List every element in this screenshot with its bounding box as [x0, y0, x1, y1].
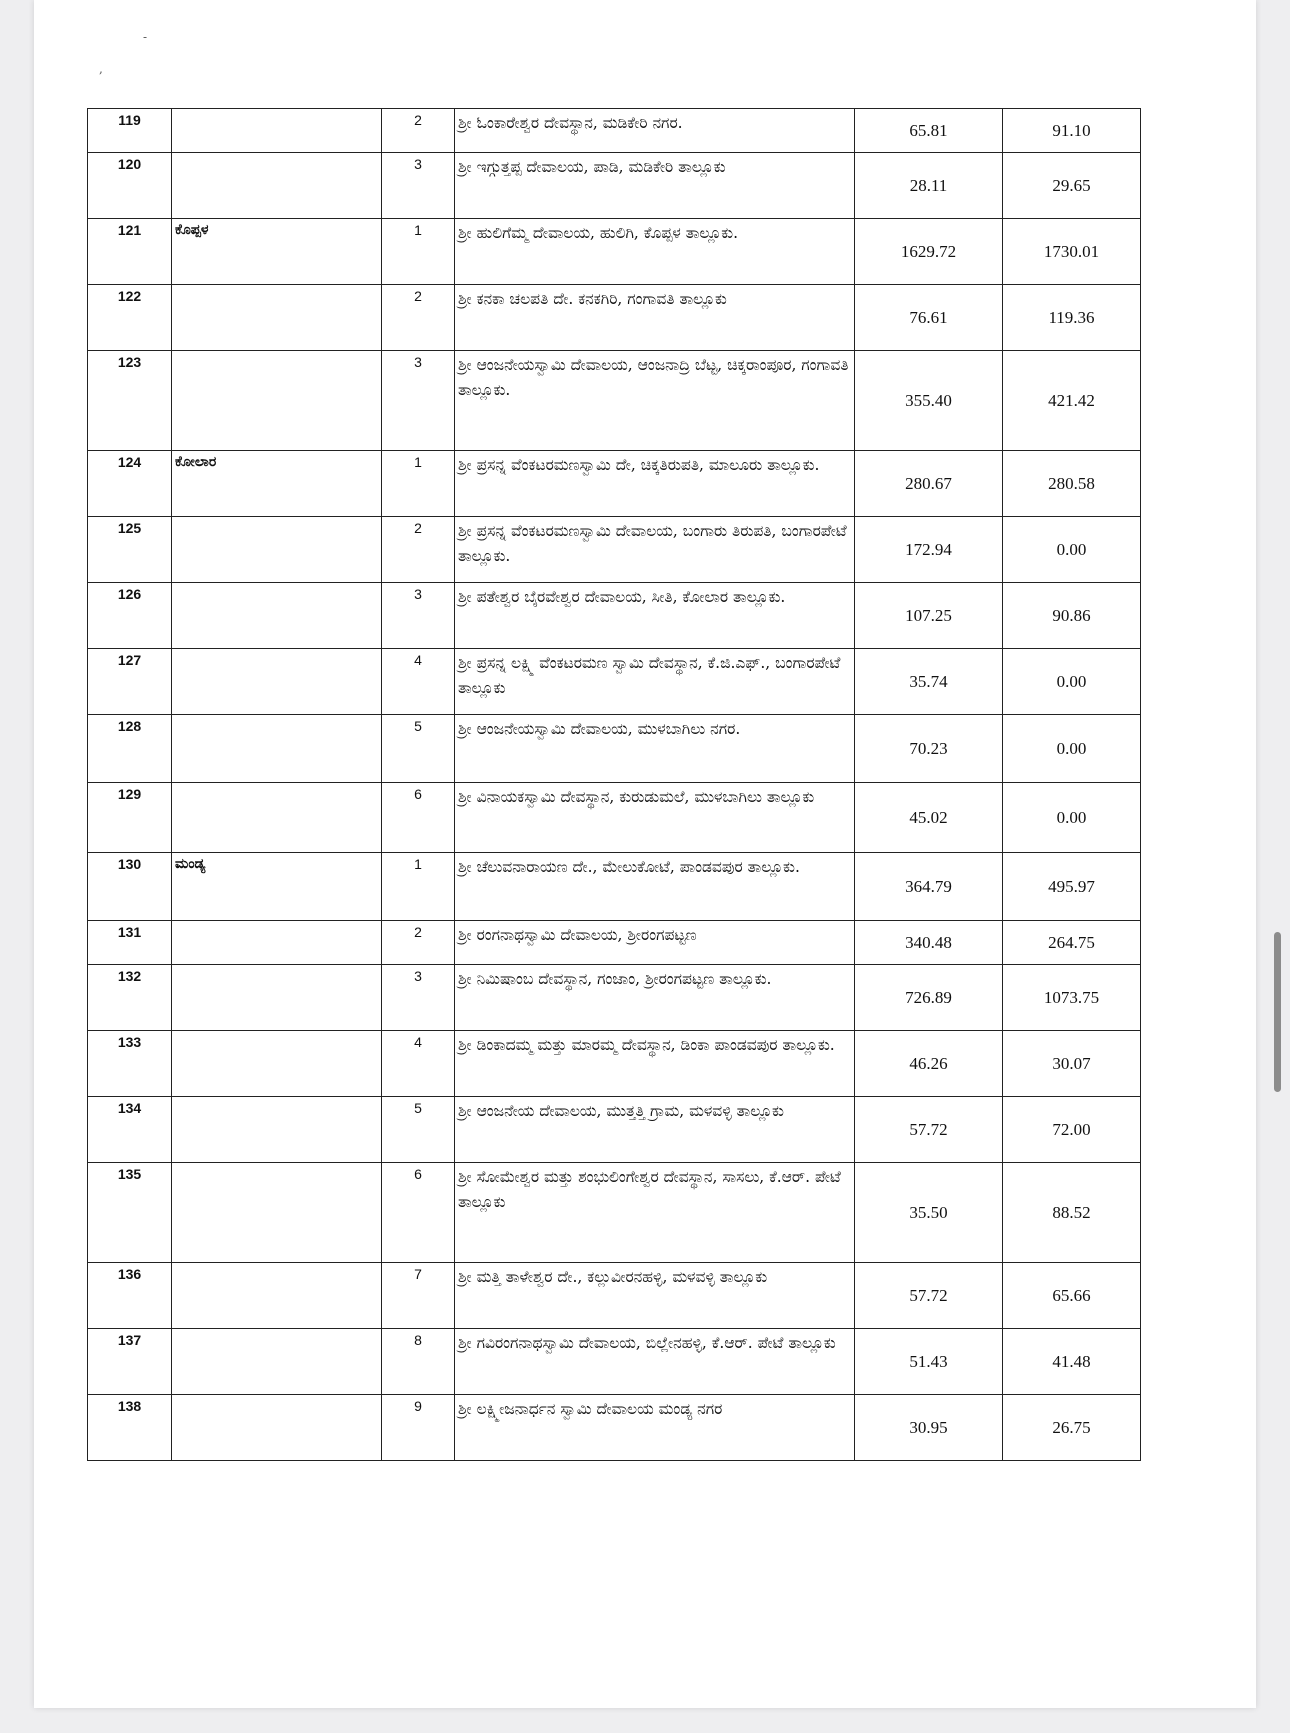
amount-cell-1: 28.11 [855, 153, 1003, 219]
amount-cell-1: 35.74 [855, 649, 1003, 715]
serial-number-cell: 135 [88, 1163, 172, 1263]
table-row [88, 783, 1141, 853]
district-index-cell: 2 [382, 285, 455, 351]
table-row [88, 451, 1141, 517]
district-cell [172, 1395, 382, 1461]
amount-cell-1: 280.67 [855, 451, 1003, 517]
district-cell [172, 649, 382, 715]
district-index-cell: 1 [382, 451, 455, 517]
amount-cell-1: 1629.72 [855, 219, 1003, 285]
district-cell [172, 153, 382, 219]
temple-name-cell: ಶ್ರೀ ಕನಕಾ ಚಲಪತಿ ದೇ. ಕನಕಗಿರಿ, ಗಂಗಾವತಿ ತಾಲ್ಲೂಕು [455, 285, 855, 351]
district-cell [172, 285, 382, 351]
district-index-cell: 3 [382, 965, 455, 1031]
table-row [88, 965, 1141, 1031]
table-row [88, 1163, 1141, 1263]
serial-number-cell: 130 [88, 853, 172, 921]
temple-name-cell: ಶ್ರೀ ವಿನಾಯಕಸ್ವಾಮಿ ದೇವಸ್ಥಾನ, ಕುರುಡುಮಲೆ, ಮುಳಬಾಗಿಲು ತಾಲ್ಲೂಕು [455, 783, 855, 853]
district-index-cell: 3 [382, 153, 455, 219]
amount-cell-1: 70.23 [855, 715, 1003, 783]
table-row [88, 583, 1141, 649]
amount-cell-2: 1730.01 [1003, 219, 1141, 285]
district-cell [172, 1263, 382, 1329]
serial-number-cell: 125 [88, 517, 172, 583]
table-row [88, 921, 1141, 965]
serial-number-cell: 137 [88, 1329, 172, 1395]
amount-cell-2: 0.00 [1003, 715, 1141, 783]
district-index-cell: 2 [382, 517, 455, 583]
temple-name-cell: ಶ್ರೀ ಮತ್ತಿ ತಾಳೇಶ್ವರ ದೇ., ಕಲ್ಲುವೀರನಹಳ್ಳಿ, ಮಳವಳ್ಳಿ ತಾಲ್ಲೂಕು [455, 1263, 855, 1329]
amount-cell-2: 72.00 [1003, 1097, 1141, 1163]
serial-number-cell: 128 [88, 715, 172, 783]
table-row [88, 853, 1141, 921]
district-index-cell: 3 [382, 351, 455, 451]
amount-cell-2: 421.42 [1003, 351, 1141, 451]
district-cell [172, 965, 382, 1031]
district-cell: ಮಂಡ್ಯ [172, 853, 382, 921]
temple-name-cell: ಶ್ರೀ ಹುಲಿಗೆಮ್ಮ ದೇವಾಲಯ, ಹುಲಿಗಿ, ಕೊಪ್ಪಳ ತಾಲ್ಲೂಕು. [455, 219, 855, 285]
temple-name-cell: ಶ್ರೀ ಪತೇಶ್ವರ ಬೈರವೇಶ್ವರ ದೇವಾಲಯ, ಸೀತಿ, ಕೋಲಾರ ತಾಲ್ಲೂಕು. [455, 583, 855, 649]
temple-name-cell: ಶ್ರೀ ಆಂಜನೇಯ ದೇವಾಲಯ, ಮುತ್ತತ್ತಿ ಗ್ರಾಮ, ಮಳವಳ್ಳಿ ತಾಲ್ಲೂಕು [455, 1097, 855, 1163]
amount-cell-1: 172.94 [855, 517, 1003, 583]
district-cell [172, 783, 382, 853]
scan-mark: , [99, 62, 103, 76]
amount-cell-1: 65.81 [855, 109, 1003, 153]
temple-name-cell: ಶ್ರೀ ಇಗ್ಗುತ್ತಪ್ಪ ದೇವಾಲಯ, ಪಾಡಿ, ಮಡಿಕೇರಿ ತಾಲ್ಲೂಕು [455, 153, 855, 219]
amount-cell-1: 46.26 [855, 1031, 1003, 1097]
district-cell: ಕೊಪ್ಪಳ [172, 219, 382, 285]
amount-cell-2: 119.36 [1003, 285, 1141, 351]
table-row [88, 715, 1141, 783]
district-index-cell: 5 [382, 1097, 455, 1163]
serial-number-cell: 122 [88, 285, 172, 351]
district-cell [172, 1329, 382, 1395]
district-index-cell: 1 [382, 219, 455, 285]
table-body [88, 109, 1141, 1461]
amount-cell-1: 45.02 [855, 783, 1003, 853]
district-index-cell: 2 [382, 921, 455, 965]
district-cell [172, 1031, 382, 1097]
district-cell: ಕೋಲಾರ [172, 451, 382, 517]
serial-number-cell: 138 [88, 1395, 172, 1461]
table-row [88, 1097, 1141, 1163]
district-index-cell: 1 [382, 853, 455, 921]
amount-cell-1: 30.95 [855, 1395, 1003, 1461]
temple-name-cell: ಶ್ರೀ ಪ್ರಸನ್ನ ವೆಂಕಟರಮಣಸ್ವಾಮಿ ದೇವಾಲಯ, ಬಂಗಾರು ತಿರುಪತಿ, ಬಂಗಾರಪೇಟೆ ತಾಲ್ಲೂಕು. [455, 517, 855, 583]
serial-number-cell: 136 [88, 1263, 172, 1329]
district-index-cell: 4 [382, 1031, 455, 1097]
serial-number-cell: 121 [88, 219, 172, 285]
table-row [88, 1395, 1141, 1461]
amount-cell-1: 35.50 [855, 1163, 1003, 1263]
table-row [88, 285, 1141, 351]
district-index-cell: 3 [382, 583, 455, 649]
temple-name-cell: ಶ್ರೀ ನಿಮಿಷಾಂಬ ದೇವಸ್ಥಾನ, ಗಂಜಾಂ, ಶ್ರೀರಂಗಪಟ್ಟಣ ತಾಲ್ಲೂಕು. [455, 965, 855, 1031]
amount-cell-1: 340.48 [855, 921, 1003, 965]
scan-mark: - [143, 30, 148, 44]
table-row [88, 1263, 1141, 1329]
amount-cell-2: 90.86 [1003, 583, 1141, 649]
table-row [88, 649, 1141, 715]
district-cell [172, 583, 382, 649]
amount-cell-2: 30.07 [1003, 1031, 1141, 1097]
amount-cell-1: 76.61 [855, 285, 1003, 351]
amount-cell-1: 107.25 [855, 583, 1003, 649]
serial-number-cell: 123 [88, 351, 172, 451]
table-row [88, 351, 1141, 451]
serial-number-cell: 129 [88, 783, 172, 853]
table-row [88, 517, 1141, 583]
amount-cell-1: 57.72 [855, 1097, 1003, 1163]
table-row [88, 109, 1141, 153]
temple-name-cell: ಶ್ರೀ ಓಂಕಾರೇಶ್ವರ ದೇವಸ್ಥಾನ, ಮಡಿಕೇರಿ ನಗರ. [455, 109, 855, 153]
amount-cell-1: 57.72 [855, 1263, 1003, 1329]
district-index-cell: 5 [382, 715, 455, 783]
temple-name-cell: ಶ್ರೀ ರಂಗನಾಥಸ್ವಾಮಿ ದೇವಾಲಯ, ಶ್ರೀರಂಗಪಟ್ಟಣ [455, 921, 855, 965]
amount-cell-1: 51.43 [855, 1329, 1003, 1395]
serial-number-cell: 133 [88, 1031, 172, 1097]
serial-number-cell: 126 [88, 583, 172, 649]
amount-cell-2: 0.00 [1003, 649, 1141, 715]
temple-name-cell: ಶ್ರೀ ಚೆಲುವನಾರಾಯಣ ದೇ., ಮೇಲುಕೋಟೆ, ಪಾಂಡವಪುರ ತಾಲ್ಲೂಕು. [455, 853, 855, 921]
serial-number-cell: 131 [88, 921, 172, 965]
serial-number-cell: 120 [88, 153, 172, 219]
district-index-cell: 4 [382, 649, 455, 715]
temple-name-cell: ಶ್ರೀ ಪ್ರಸನ್ನ ಲಕ್ಷ್ಮಿ ವೆಂಕಟರಮಣ ಸ್ವಾಮಿ ದೇವಸ್ಥಾನ, ಕೆ.ಜಿ.ಎಫ್., ಬಂಗಾರಪೇಟೆ ತಾಲ್ಲೂಕು [455, 649, 855, 715]
district-cell [172, 517, 382, 583]
table-row [88, 1031, 1141, 1097]
temple-name-cell: ಶ್ರೀ ಪ್ರಸನ್ನ ವೆಂಕಟರಮಣಸ್ವಾಮಿ ದೇ, ಚಿಕ್ಕತಿರುಪತಿ, ಮಾಲೂರು ತಾಲ್ಲೂಕು. [455, 451, 855, 517]
serial-number-cell: 134 [88, 1097, 172, 1163]
district-index-cell: 6 [382, 783, 455, 853]
district-cell [172, 109, 382, 153]
amount-cell-1: 355.40 [855, 351, 1003, 451]
amount-cell-2: 29.65 [1003, 153, 1141, 219]
amount-cell-1: 364.79 [855, 853, 1003, 921]
temple-name-cell: ಶ್ರೀ ಆಂಜನೇಯಸ್ವಾಮಿ ದೇವಾಲಯ, ಮುಳಬಾಗಿಲು ನಗರ. [455, 715, 855, 783]
district-cell [172, 921, 382, 965]
district-cell [172, 1163, 382, 1263]
temple-name-cell: ಶ್ರೀ ಸೋಮೇಶ್ವರ ಮತ್ತು ಶಂಭುಲಿಂಗೇಶ್ವರ ದೇವಸ್ಥಾನ, ಸಾಸಲು, ಕೆ.ಆರ್. ಪೇಟೆ ತಾಲ್ಲೂಕು [455, 1163, 855, 1263]
serial-number-cell: 119 [88, 109, 172, 153]
amount-cell-2: 0.00 [1003, 783, 1141, 853]
temple-income-table [87, 108, 1141, 1461]
district-cell [172, 1097, 382, 1163]
scrollbar-thumb[interactable] [1274, 932, 1281, 1092]
amount-cell-2: 91.10 [1003, 109, 1141, 153]
amount-cell-2: 264.75 [1003, 921, 1141, 965]
table-row [88, 219, 1141, 285]
district-index-cell: 9 [382, 1395, 455, 1461]
district-index-cell: 7 [382, 1263, 455, 1329]
amount-cell-2: 495.97 [1003, 853, 1141, 921]
temple-name-cell: ಶ್ರೀ ಗವಿರಂಗನಾಥಸ್ವಾಮಿ ದೇವಾಲಯ, ಬಿಲ್ಲೇನಹಳ್ಳಿ, ಕೆ.ಆರ್. ಪೇಟೆ ತಾಲ್ಲೂಕು [455, 1329, 855, 1395]
amount-cell-1: 726.89 [855, 965, 1003, 1031]
amount-cell-2: 1073.75 [1003, 965, 1141, 1031]
district-cell [172, 351, 382, 451]
district-index-cell: 2 [382, 109, 455, 153]
amount-cell-2: 26.75 [1003, 1395, 1141, 1461]
temple-name-cell: ಶ್ರೀ ಡಿಂಕಾದಮ್ಮ ಮತ್ತು ಮಾರಮ್ಮ ದೇವಸ್ಥಾನ, ಡಿಂಕಾ ಪಾಂಡವಪುರ ತಾಲ್ಲೂಕು. [455, 1031, 855, 1097]
table-row [88, 153, 1141, 219]
amount-cell-2: 41.48 [1003, 1329, 1141, 1395]
amount-cell-2: 280.58 [1003, 451, 1141, 517]
amount-cell-2: 88.52 [1003, 1163, 1141, 1263]
serial-number-cell: 127 [88, 649, 172, 715]
district-index-cell: 6 [382, 1163, 455, 1263]
district-cell [172, 715, 382, 783]
district-index-cell: 8 [382, 1329, 455, 1395]
serial-number-cell: 132 [88, 965, 172, 1031]
temple-name-cell: ಶ್ರೀ ಆಂಜನೇಯಸ್ವಾಮಿ ದೇವಾಲಯ, ಆಂಜನಾದ್ರಿ ಬೆಟ್ಟ, ಚಿಕ್ಕರಾಂಪೂರ, ಗಂಗಾವತಿ ತಾಲ್ಲೂಕು. [455, 351, 855, 451]
serial-number-cell: 124 [88, 451, 172, 517]
amount-cell-2: 0.00 [1003, 517, 1141, 583]
table-row [88, 1329, 1141, 1395]
amount-cell-2: 65.66 [1003, 1263, 1141, 1329]
temple-name-cell: ಶ್ರೀ ಲಕ್ಷ್ಮೀಜನಾರ್ಧನ ಸ್ವಾಮಿ ದೇವಾಲಯ ಮಂಡ್ಯ ನಗರ [455, 1395, 855, 1461]
